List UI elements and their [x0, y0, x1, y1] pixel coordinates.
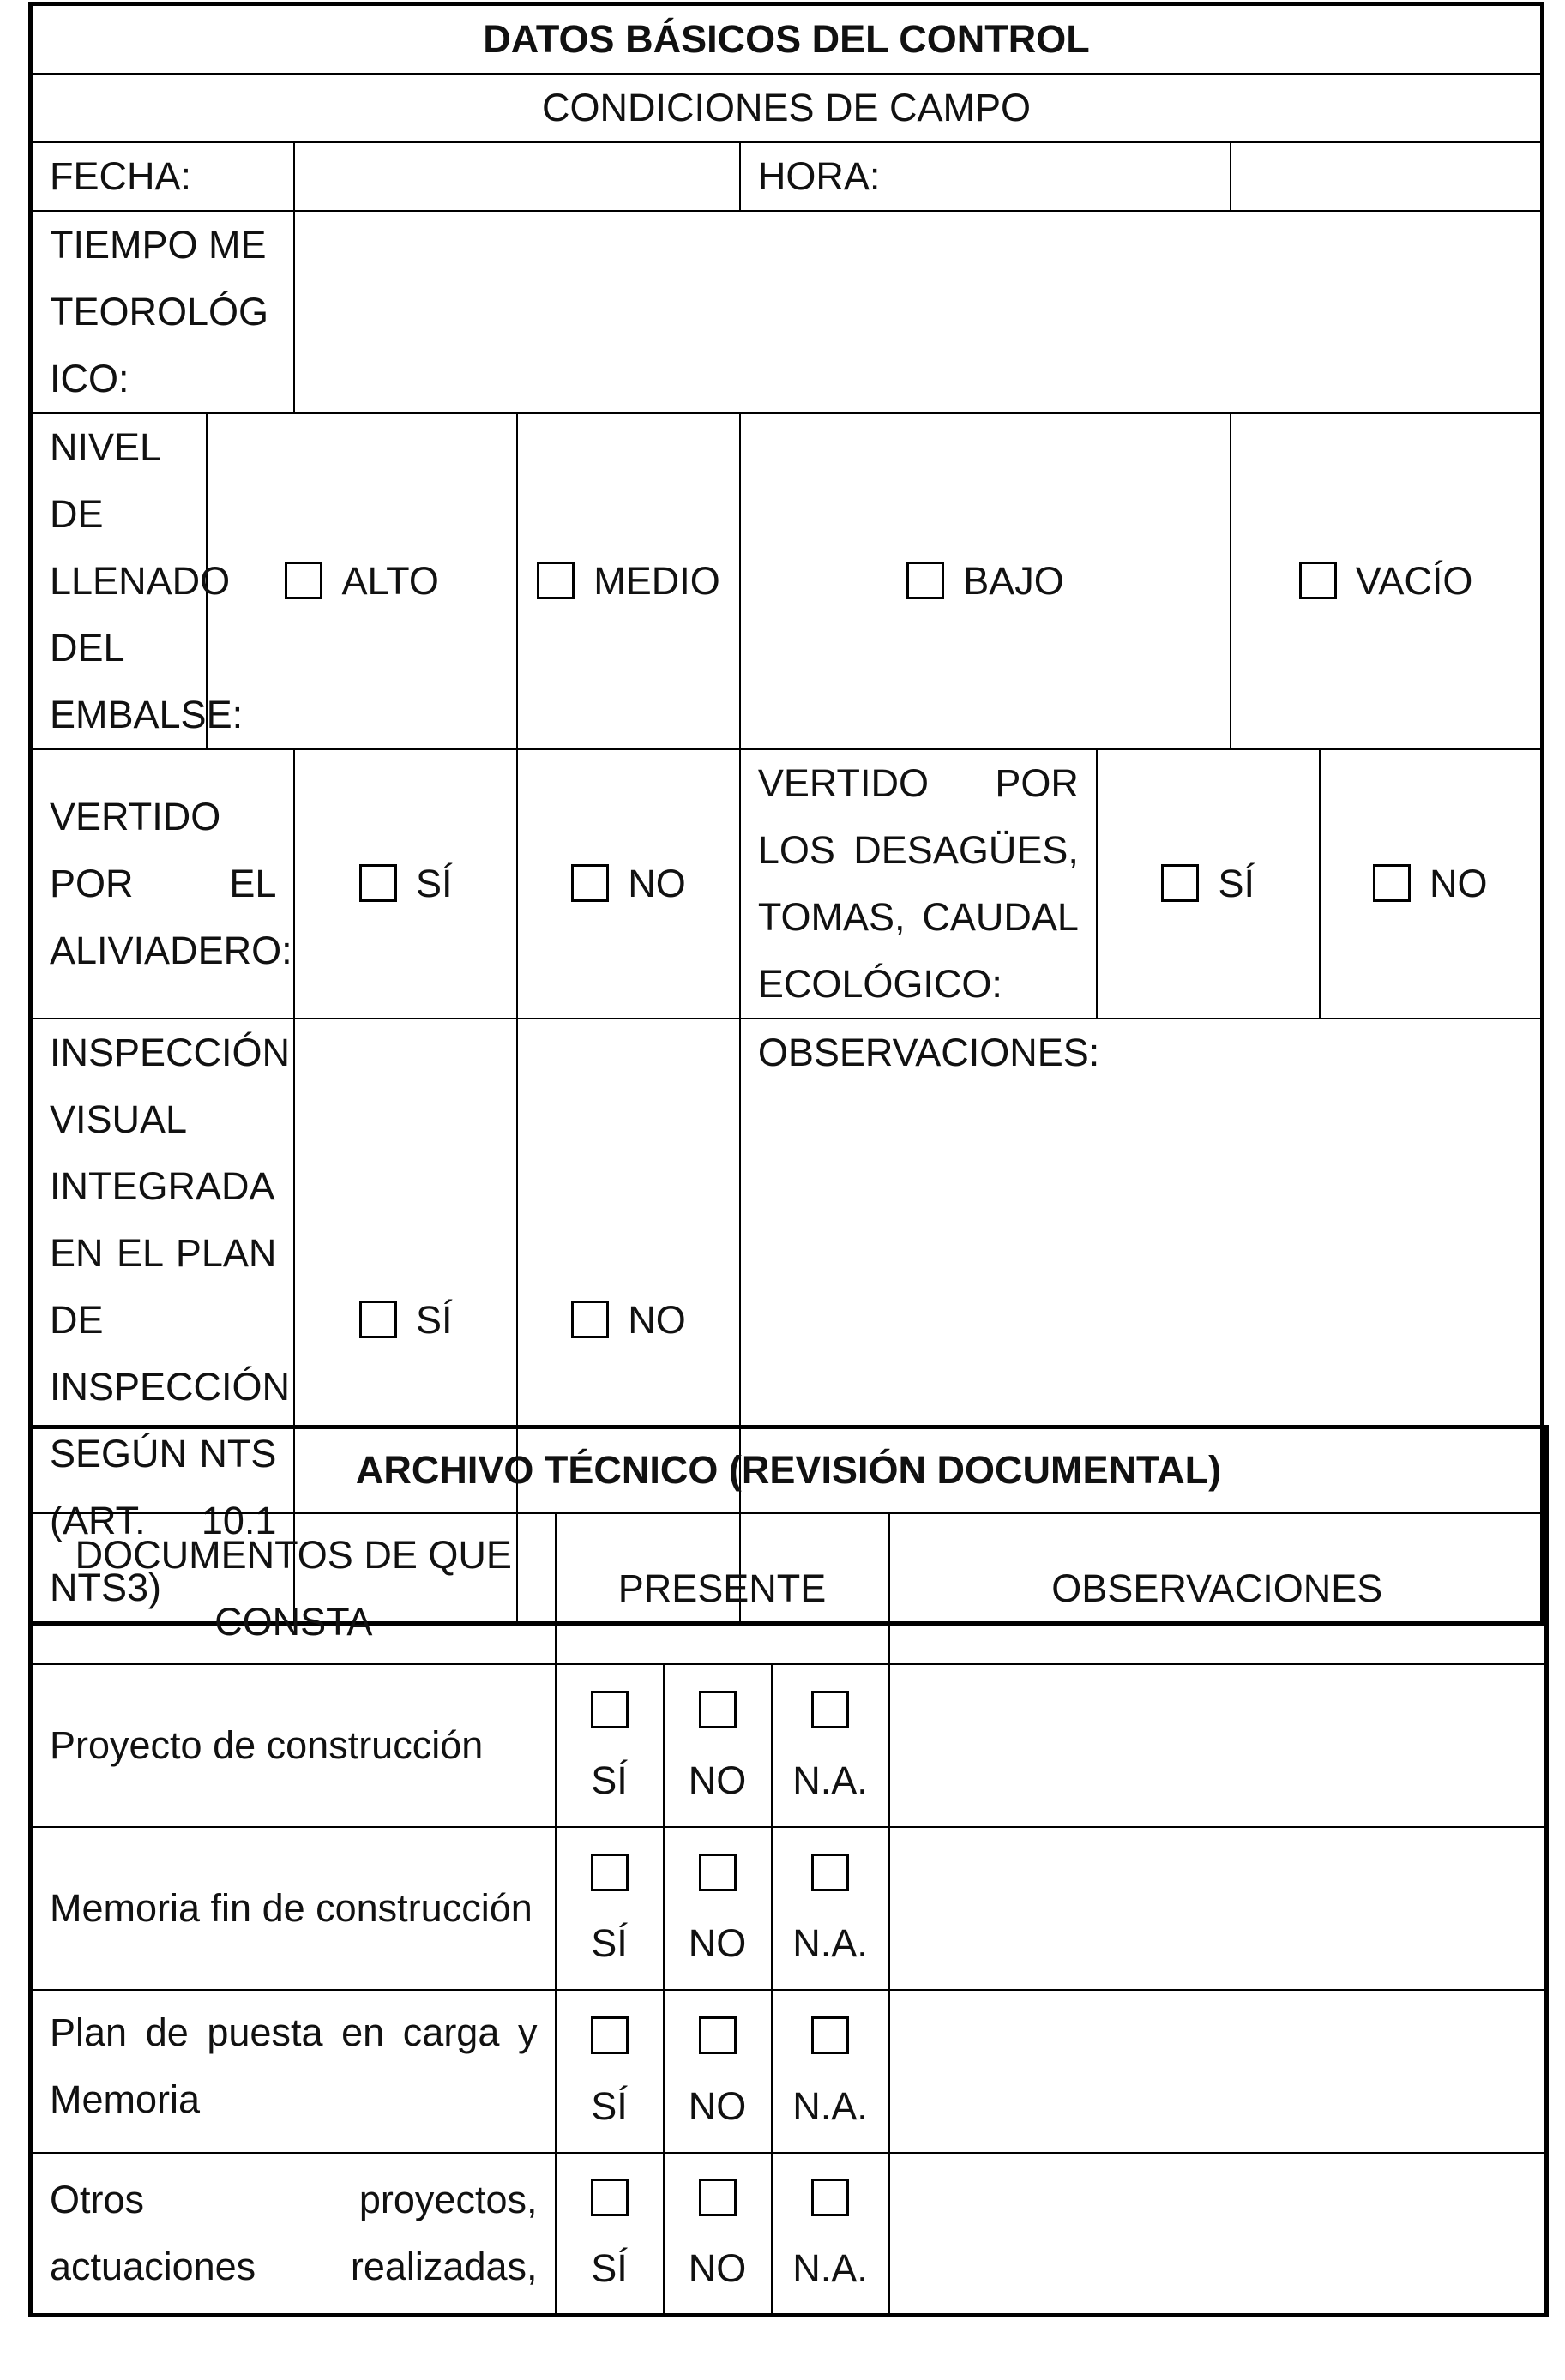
fecha-input[interactable] [294, 142, 739, 211]
present-si[interactable]: SÍ [556, 1990, 664, 2153]
checkbox-no[interactable] [699, 2179, 737, 2216]
archivo-tecnico-table [28, 1425, 1549, 2317]
desagues-no[interactable]: NO [1320, 749, 1543, 1019]
vertido-aliviadero-label: VERTIDO POR EL ALIVIADERO: [31, 749, 295, 1019]
checkbox-bajo[interactable] [906, 562, 944, 599]
nivel-llenado-label: NIVEL DE LLENADO DEL EMBALSE: [31, 413, 208, 749]
inspeccion-no[interactable]: NO [517, 1019, 740, 1624]
table-row [31, 1827, 1547, 1990]
hora-label: HORA: [740, 142, 1231, 211]
table-row [31, 1990, 1547, 2153]
checkbox-aliviadero-si[interactable] [359, 864, 397, 902]
checkbox-na[interactable] [811, 2179, 849, 2216]
checkbox-no[interactable] [699, 2016, 737, 2054]
checkbox-si[interactable] [591, 2179, 629, 2216]
checkbox-inspeccion-si[interactable] [359, 1301, 397, 1338]
observations-input[interactable] [889, 1827, 1547, 1990]
checkbox-no[interactable] [699, 1854, 737, 1891]
present-na[interactable]: N.A. [772, 1990, 889, 2153]
present-si[interactable]: SÍ [556, 1827, 664, 1990]
present-na[interactable]: N.A. [772, 1827, 889, 1990]
observations-input[interactable] [889, 1664, 1547, 1827]
present-na[interactable]: N.A. [772, 1664, 889, 1827]
nivel-option-alto[interactable]: ALTO [207, 413, 517, 749]
present-no[interactable]: NO [664, 1827, 772, 1990]
aliviadero-no[interactable]: NO [517, 749, 740, 1019]
checkbox-medio[interactable] [537, 562, 575, 599]
present-si[interactable]: SÍ [556, 2153, 664, 2316]
desagues-si[interactable]: SÍ [1097, 749, 1320, 1019]
checkbox-vacio[interactable] [1299, 562, 1337, 599]
checkbox-na[interactable] [811, 1691, 849, 1728]
present-no[interactable]: NO [664, 1990, 772, 2153]
col-observaciones-header: OBSERVACIONES [889, 1513, 1547, 1664]
table-row [31, 2153, 1547, 2316]
checkbox-si[interactable] [591, 1854, 629, 1891]
field-conditions-subtitle: CONDICIONES DE CAMPO [31, 74, 1543, 142]
aliviadero-si[interactable]: SÍ [294, 749, 517, 1019]
observations-input[interactable] [889, 1990, 1547, 2153]
control-basic-data-table [28, 2, 1544, 1626]
present-si[interactable]: SÍ [556, 1664, 664, 1827]
control-title: DATOS BÁSICOS DEL CONTROL [31, 4, 1543, 75]
checkbox-na[interactable] [811, 1854, 849, 1891]
checkbox-desagues-si[interactable] [1161, 864, 1199, 902]
checkbox-desagues-no[interactable] [1373, 864, 1411, 902]
checkbox-si[interactable] [591, 1691, 629, 1728]
vertido-desagues-label: VERTIDO POR LOS DESAGÜES, TOMAS, CAUDAL ECOLÓGICO: [740, 749, 1097, 1019]
observations-input[interactable] [889, 2153, 1547, 2316]
checkbox-aliviadero-no[interactable] [571, 864, 609, 902]
fecha-label: FECHA: [31, 142, 295, 211]
document-name: Memoria fin de construcción [31, 1827, 556, 1990]
checkbox-inspeccion-no[interactable] [571, 1301, 609, 1338]
inspeccion-si[interactable]: SÍ [294, 1019, 517, 1624]
document-name: Plan de puesta en carga y Memoria [31, 1990, 556, 2153]
present-no[interactable]: NO [664, 1664, 772, 1827]
observaciones-label: OBSERVACIONES: [757, 1031, 1100, 1074]
checkbox-no[interactable] [699, 1691, 737, 1728]
document-name: Otros proyectos, actuaciones realizadas, [31, 2153, 556, 2316]
checkbox-si[interactable] [591, 2016, 629, 2054]
table-row [31, 1664, 1547, 1827]
col-presente-header: PRESENTE [556, 1513, 889, 1664]
tiempo-meteorologico-label: TIEMPO METEOROLÓGICO: [31, 211, 295, 413]
inspeccion-visual-label: INSPECCIÓN VISUAL INTEGRADA EN EL PLAN DE INSPECCIÓN SEGÚN NTS (ART. 10.1 NTS3) [31, 1019, 295, 1624]
archivo-title: ARCHIVO TÉCNICO (REVISIÓN DOCUMENTAL) [31, 1427, 1547, 1513]
checkbox-alto[interactable] [285, 562, 322, 599]
nivel-option-medio[interactable]: MEDIO [517, 413, 740, 749]
document-name: Proyecto de construcción [31, 1664, 556, 1827]
nivel-option-vacio[interactable]: VACÍO [1231, 413, 1542, 749]
tiempo-meteorologico-input[interactable] [294, 211, 1542, 413]
nivel-option-bajo[interactable]: BAJO [740, 413, 1231, 749]
present-na[interactable]: N.A. [772, 2153, 889, 2316]
present-no[interactable]: NO [664, 2153, 772, 2316]
hora-input[interactable] [1231, 142, 1542, 211]
checkbox-na[interactable] [811, 2016, 849, 2054]
col-documentos-header: DOCUMENTOS DE QUE CONSTA [31, 1513, 556, 1664]
